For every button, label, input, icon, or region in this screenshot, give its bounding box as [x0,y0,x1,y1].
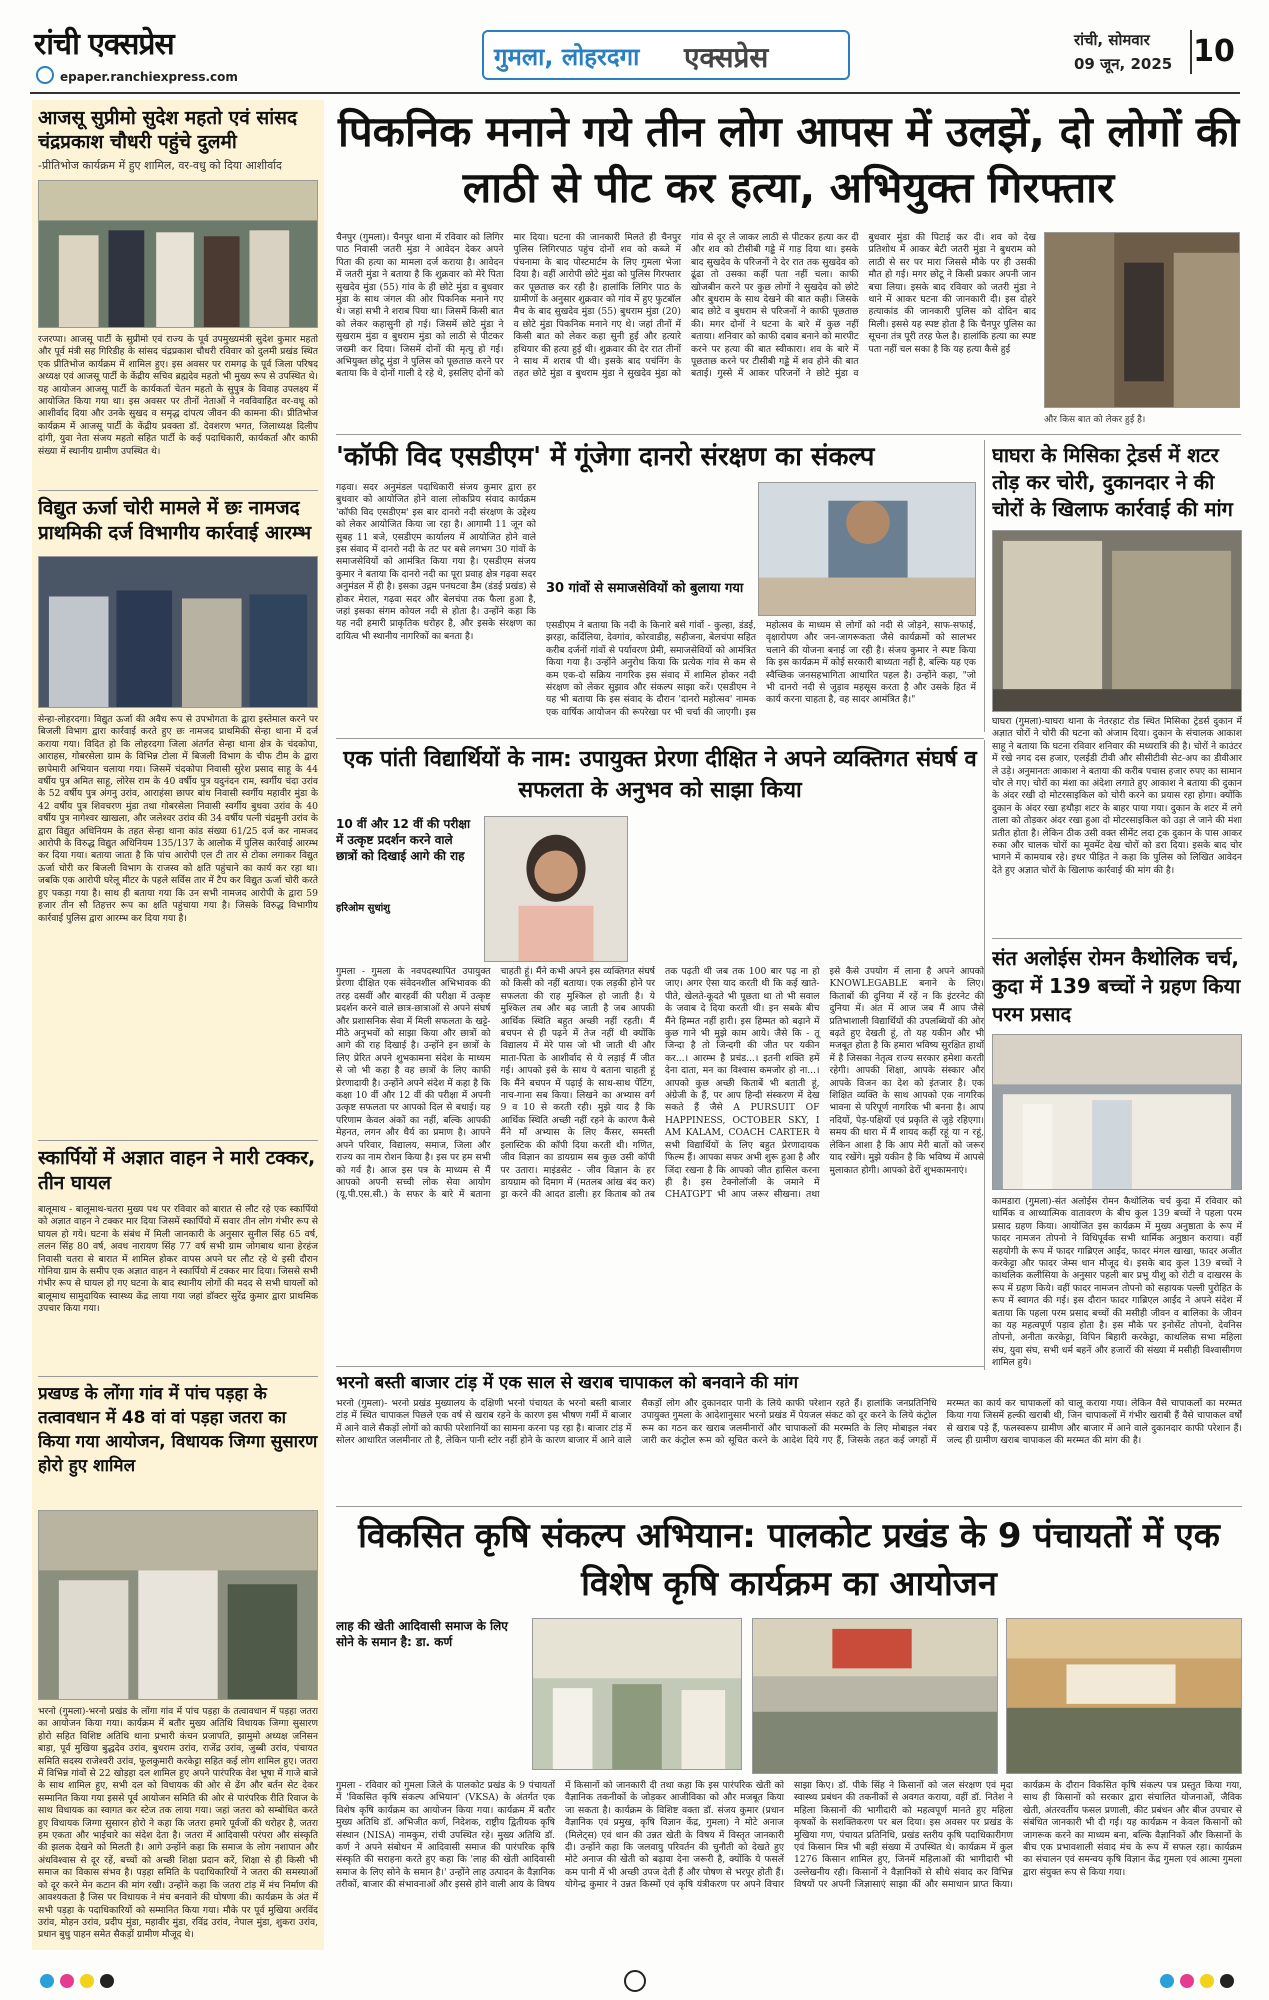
print-color-bar [0,1966,1269,1996]
ghaghra-photo [992,530,1242,712]
rule [984,740,985,1370]
coffee-headline: 'कॉफी विद एसडीएम' में गूंजेगा दानरो संरक्षण का संकल्प [336,442,875,472]
coffee-body-b: एसडीएम ने बताया कि नदी के किनारे बसे गांवों - कुल्हा, डंडई, झरहा, कर्दिलिया, देवगांव, कोरवाडीह, सहीजना, बेलचंपा सहित करीब दर्जनों गांवों से पर्यावरण प्रेमी, समाजसेवियों को आमंत्रित किया गया है। उन्होंने अनुरोध किया कि प्रत्येक गांव से कम से कम एक-दो सक्रिय नागरिक इस संवाद में शामिल होकर नदी संरक्षण को लेकर सुझाव और संकल्प साझा करें। एसडीएम ने यह भी बताया कि इस संवाद के दौरान 'दानरो महोत्सव' नामक एक वार्षिक आयोजन की रूपरेखा पर भी चर्चा की जाएगी। इस महोत्सव के माध्यम से लोगों को नदी से जोड़ने, साफ-सफाई, वृक्षारोपण और जन-जागरूकता जैसे कार्यक्रमों को सालभर चलाने की योजना बनाई जा रही है। संजय कुमार ने स्पष्ट किया कि इस कार्यक्रम में कोई सरकारी बाध्यता नहीं है, बल्कि यह एक स्वैच्छिक जनसहभागिता आधारित पहल है। उन्होंने कहा, "जो भी दानरो नदी से जुड़ाव महसूस करता है और उसके हित में कार्य करना चाहता है, वह सादर आमंत्रित है।" [546,620,976,718]
rule [38,1140,318,1141]
s4-photo [38,1510,318,1700]
globe-icon [36,66,54,84]
ghaghra-headline: घाघरा के मिसिका ट्रेडर्स में शटर तोड़ कर चोरी, दुकानदार ने की चोरों के खिलाफ कार्रवाई की मांग [992,443,1233,521]
s2-headline: विद्युत ऊर्जा चोरी मामले में छः नामजद प्राथमिकी दर्ज विभागीय कार्रवाई आरम्भ [38,497,312,544]
rule [336,1506,1242,1507]
coffee-photo [758,482,976,616]
section-banner [482,30,850,80]
masthead [0,0,1269,88]
s1-photo [38,180,318,328]
rule [984,440,985,732]
coffee-body-a: गढ़वा। सदर अनुमंडल पदाधिकारी संजय कुमार द्वारा हर बुधवार को आयोजित होने वाला लोकप्रिय संवाद कार्यक्रम 'कॉफी विद एसडीएम' इस बार दानरो नदी संरक्षण के उद्देश्य को लेकर आयोजित किया जा रहा है। आगामी 11 जून को सुबह 11 बजे, एसडीएम कार्यालय में आयोजित होने वाले इस संवाद में दानरो नदी के तट पर बसे लगभग 30 गांवों के समाजसेवियों को आमंत्रित किया गया है। एसडीएम संजय कुमार ने बताया कि दानरो नदी का पूरा प्रवाह क्षेत्र गढ़वा सदर अनुमंडल में ही है। इसका उद्गम पनघटवा डैम (डंडई प्रखंड) से होकर मेराल, गढ़वा सदर और बेलचंपा तक फैला हुआ है, जहां इसका संगम कोयल नदी से होता है। उन्होंने कहा कि यह नदी हमारी प्राकृतिक धरोहर है, और इसके संरक्षण का दायित्व भी स्थानीय नागरिकों का बनता है। [336,482,536,642]
rule [336,738,984,739]
rule [336,1366,984,1367]
s1-subhead: -प्रीतिभोज कार्यक्रम में हुए शामिल, वर-वधु को दिया आशीर्वाद [38,159,282,172]
rule [38,1376,318,1377]
paper-logo: रांची एक्सप्रेस [34,27,174,62]
s4-body: भरनो (गुमला)-भरनो प्रखंड के लोंगा गांव में पांच पड़हा के तत्वावधान में पड़हा जतरा का आयोजन किया गया। कार्यक्रम में बतौर मुख्य अतिथि विधायक जिग्गा सुसारण होरो सहित विशिष्ट अतिथि थाना प्रभारी कंचन प्रजापति, झामुमो अध्यक्ष जनिसन बाड़ा, पूर्व मुखिया बुद्धदेव उरांव, बुधराम उरांव, राजेंद्र उरांव, जुब्बी उरांव, पंचायत समिति सदस्य राजेश्वरी उरांव, फूलकुमारी करकेट्टा सहित कई लोग शामिल हुए। जतरा में विभिन्न गांवों से 22 खोड़हा दल शामिल हुए अपने पारंपरिक वेश भूषा में गाजे बाजे के साथ शामिल हुए, सभी दल को विधायक की ओर से ढेंग और बर्तन सेट देकर सम्मानित किया गया इससे पूर्व आयोजन समिति की ओर से पारंपरिक रीति रिवाज के साथ विधायक का स्वागत कर स्टेज तक लाया गया। जहां जतरा को सम्बोधित करते हुए विधायक जिग्गा सुसारन होरो ने कहा कि जतरा हमारे पूर्वजों की धरोहर है, जतरा हम एकता और भाईचारे का संदेश देता है। जतरा में आदिवासी परंपरा और संस्कृति की झलक देखने को मिलती है। आगे उन्होंने कहा कि समाज के लोग नशापान और अंधविश्वास से दूर रहें, बच्चों को अच्छी शिक्षा प्रदान करें, शिक्षा से ही किसी भी समाज का विकास संभव है। पड़हा समिति के पदाधिकारियों ने जतरा की समस्याओं को दूर करने मेन कटान की मांग रखी। उन्होंने कहा कि जतरा टांड़ में मंच निर्माण की आवश्यकता है जिस पर विधायक ने मंच बनवाने की घोषणा की। कार्यक्रम के अंत में सभी पड़हा के पदाधिकारियों को सम्मानित किया गया। मौके पर पूर्व मुखिया अरविंद उरांव, मोहन उरांव, प्रदीप मुंडा, महावीर मुंडा, रविंद्र उरांव, नेपाल मुंडा, शुकरा उरांव, प्रधान बुधु पाहन समेत सैकड़ों ग्रामीण मौजूद थे। [38,1706,318,1941]
masthead-rule [30,92,1240,94]
krishi-body: गुमला - रविवार को गुमला जिले के पालकोट प्रखंड के 9 पंचायतों में 'विकसित कृषि संकल्प अभियान' (VKSA) के अंतर्गत एक विशेष कृषि कार्यक्रम का आयोजन किया गया। कार्यक्रम में बतौर मुख्य अतिथि डॉ. अभिजीत कर्ण, निदेशक, राष्ट्रीय द्वितीयक कृषि संस्थान (NISA) नामकुम, रांची उपस्थित रहे। मुख्य अतिथि डॉ. कर्ण ने अपने संबोधन में आदिवासी समाज की पारंपरिक कृषि संस्कृति की सराहना करते हुए कहा कि 'लाह की खेती आदिवासी समाज के लिए सोने के समान है।' उन्होंने लाह उत्पादन के वैज्ञानिक तरीकों, बाजार की संभावनाओं और इससे होने वाली आय के विषय में किसानों को जानकारी दी तथा कहा कि इस पारंपरिक खेती को वैज्ञानिक तकनीकों के जोड़कर आजीविका को और मजबूत किया जा सकता है। कार्यक्रम के विशिष्ट वक्ता डॉ. संजय कुमार (प्रधान वैज्ञानिक एवं प्रमुख, कृषि विज्ञान केंद्र, गुमला) ने मोटे अनाज (मिलेट्स) एवं धान की उन्नत खेती के विषय में विस्तृत जानकारी दी। उन्होंने कहा कि जलवायु परिवर्तन की चुनौती को देखते हुए मोटे अनाज की खेती को बढ़ावा देना जरूरी है, क्योंकि ये फसलें कम पानी में भी अच्छी उपज देती हैं और पोषण से भरपूर होती हैं। योगेन्द्र कुमार ने उन्नत किस्मों एवं कृषि यंत्रीकरण पर अपने विचार साझा किए। डॉ. पीके सिंह ने किसानों को जल संरक्षण एवं मृदा स्वास्थ्य प्रबंधन की तकनीकों से अवगत कराया, वहीं डॉ. नितेश ने महिला किसानों की भागीदारी को महत्वपूर्ण मानते हुए महिला कृषकों के सशक्तिकरण पर बल दिया। इस अवसर पर प्रखंड के मुखिया गण, पंचायत प्रतिनिधि, प्रखंड स्तरीय कृषि पदाधिकारीगण एवं किसान मित्र भी बड़ी संख्या में उपस्थित थे। कार्यक्रम में कुल 1276 किसान शामिल हुए, जिनमें महिलाओं की भागीदारी भी उल्लेखनीय रही। किसानों ने वैज्ञानिकों से सीधे संवाद कर विभिन्न विषयों पर अपनी जिज्ञासाएं साझा कीं और समाधान प्राप्त किया। कार्यक्रम के दौरान विकसित कृषि संकल्प पत्र प्रस्तुत किया गया, साथ ही किसानों को सरकार द्वारा संचालित योजनाओं, जैविक खेती, अंतरवर्तीय फसल प्रणाली, कीट प्रबंधन और बीज उपचार से संबंधित जानकारी भी दी गई। यह कार्यक्रम न केवल किसानों को जागरूक करने का माध्यम बना, बल्कि वैज्ञानिकों और किसानों के बीच एक प्रभावशाली संवाद मंच के रूप में सफल रहा। कार्यक्रम का संचालन एवं समन्वय कृषि विज्ञान केंद्र गुमला एवं आत्मा गुमला द्वारा संयुक्त रूप से किया गया। [336,1780,1242,1891]
lead-headline: पिकनिक मनाने गये तीन लोग आपस में उलझें, दो लोगों की लाठी से पीट कर हत्या, अभियुक्त गिरफ्तार [337,107,1240,212]
coffee-subhead: 30 गांवों से समाजसेवियों को बुलाया गया [546,581,744,596]
students-photo [484,816,628,962]
ghaghra-body: घाघरा (गुमला)-घाघरा थाना के नेतरहाट रोड स्थित मिसिका ट्रेडर्स दुकान में अज्ञात चोरों ने चोरी की घटना को अंजाम दिया। दुकान के संचालक आकाश साहू ने बताया कि घटना रविवार शनिवार की मध्यरात्रि की है। चोरों ने काउंटर में रखे नगद दस हजार, एलईडी टीवी और सीसीटीवी सेट-अप का डीवीआर ले उड़े। अनुमानतः आकाश ने बताया की करीब पचास हजार रुपए का सामान चोर ले गए। चोरों का मंशा का अंदेशा लगाते हुए आकाश ने बताया की दुकान के अंदर रखी दो मोटरसाइकिल को चोरी करने का प्रयास रहा होगा। क्योंकि दुकान के अंदर रखा हथौड़ा शटर के बाहर पाया गया। दुकान के शटर में लगे ताला को तोड़कर अंदर रखा हुआ दो मोटरसाइकिल को उड़ा ले जाने की मंशा प्रतीत होता है। लेकिन ठीक उसी वक्त सीमेंट लदा ट्रक दुकान के पास आकर रुका और चालक चोरों का मूवमेंट देख चोरों को डरा दिया। इसके बाद चोर भागने में कामयाब रहे। इधर पीड़ित ने कहा कि पुलिस को लिखित आवेदन देते हुए अज्ञात चोरों के खिलाफ कार्रवाई की मांग की है। [992,716,1242,876]
page-number: 10 [1190,30,1236,74]
s1-headline: आजसू सुप्रीमो सुदेश महतो एवं सांसद चंद्रप्रकाश चौधरी पहुंचे दुलमी [38,107,298,153]
krishi-sidebar-head: लाह की खेती आदिवासी समाज के लिए सोने के समान है: डा. कर्ण [336,1619,508,1649]
krishi-headline: विकसित कृषि संकल्प अभियान: पालकोट प्रखंड के 9 पंचायतों में एक विशेष कृषि कार्यक्रम का आयोजन [358,1516,1220,1604]
church-headline: संत अलोईस रोमन कैथोलिक चर्च, कुदा में 139 बच्चों ने ग्रहण किया परम प्रसाद [992,946,1241,1026]
students-headline: एक पांती विद्यार्थियों के नाम: उपायुक्त प्रेरणा दीक्षित ने अपने व्यक्तिगत संघर्ष व सफलता के अनुभव को साझा किया [343,747,977,803]
issue-date: 09 जून, 2025 [1074,55,1173,73]
students-byline: हरिओम सुधांशु [336,903,390,914]
bharno-headline: भरनो बस्ती बाजार टांड़ में एक साल से खराब चापाकल को बनवाने की मांग [336,1373,799,1393]
krishi-photo-a [532,1618,742,1770]
lead-body: चैनपुर (गुमला)। चैनपुर थाना में रविवार को लिगिर पाठ निवासी जतरी मुंडा ने आवेदन देकर अपने पिता की हत्या का मामला दर्ज कराया है। आवेदन में जतरी मुंडा ने बताया है कि शुक्रवार को मेरे पिता सुखदेव मुंडा (55) गांव के ही छोटे मुंडा व बुधवार मुंडा के साथ जंगल की ओर पिकनिक मनाने गए थे। जहां सभी ने शराब पिया था। जिसमें किसी बात को लेकर कहासुनी हो गई। जिसमें छोटे मुंडा ने सुखराम मुंडा व बुधराम मुंडा को लाठी से पीटकर जख्मी कर दिया। जिसमें दोनों की मृत्यु हो गई। अभियुक्त छोटू मुंडा ने पुलिस को पूछताछ करने पर बताया कि वे दोनों गाली दे रहे थे, इसलिए दोनों को मार दिया। घटना की जानकारी मिलते ही चैनपुर पुलिस लिगिरपाठ पहुंच दोनों शव को कब्जे में पंचनामा के बाद पोस्टमार्टम के लिए गुमला भेजा दिया है। वहीं आरोपी छोटे मुंडा को पुलिस गिरफ्तार कर पूछताछ कर रही है। हालांकि लिगिर पाठ के ग्रामीणों के अनुसार शुक्रवार को गांव में हुए फुटबॉल मैच के बाद सुखदेव मुंडा (55) बुधराम मुंडा (20) व छोटे मुंडा पिकनिक मनाने गए थे। जहां तीनों में किसी बात को लेकर कहा सुनी हुई और हत्यारे हथियार की हत्या हुई थी। शुक्रवार की देर रात तीनों ने साथ में शराब पी थी। इसके बाद पचंनिंग के तहत छोटे मुंडा व बुधराम मुंडा ने सुखदेव मुंडा को गांव से दूर ले जाकर लाठी से पीटकर हत्या कर दी और शव को टीसीबी गड्ढे में गाड़ दिया था। इसके बाद सुखदेव के परिजनों ने देर रात तक सुखदेव को ढूंढा तो उसका कहीं पता नहीं चला। काफी खोजबीन करने पर कुछ लोगों ने सुखदेव को छोटे और बुधराम के साथ देखने की बात कही। जिसके बाद छोटे व बुधराम से परिजनों ने काफी पूछताछ की। मगर दोनों ने घटना के बारे में कुछ नहीं बताया। शनिवार को काफी दबाव बनाने को मारपीट करने पर हत्या की बात स्वीकारा। शव के बारे में पूछताछ करने पर टीसीबी गड्ढे में शव होने की बात बताई। गुस्से में आकर परिजनों ने छोटे मुंडा व बुधवार मुंडा की पिटाई कर दी। शव को देख प्रतिशोध में आकर बेटी जतरी मुंडा ने बुधराम को लाठी से सर पर मारा जिससे मौके पर ही उसकी मौत हो गई। मगर छोटू ने किसी प्रकार अपनी जान बचा लिया। इसके बाद रविवार को जतरी मुंडा ने थाने में आकर घटना की जानकारी दी। इस दोहरे हत्याकांड की जानकारी पुलिस को दोदिन बाद मिली। इससे यह स्पष्ट होता है कि चैनपुर पुलिस का सूचना तंत्र पूरी तरह फेल है। हालांकि हत्या का स्पष्ट पता नहीं चल सका है कि यह हत्या कैसे हुई [336,232,1036,380]
church-photo [992,1034,1242,1190]
lead-photo-caption: और किस बात को लेकर हुई है। [1044,415,1146,425]
lead-photo [1044,232,1240,408]
rule [992,938,1242,939]
bharno-body: भरनो (गुमला)- भरनो प्रखंड मुख्यालय के दक्षिणी भरनो पंचायत के भरनो बस्ती बाजार टांड़ में स्थित चापाकल पिछले एक वर्ष से खराब रहने के कारण इस भीषण गर्मी में बाजार में आने वाले सैकड़ों लोगों को काफी परेशानियों का सामना करना पड़ रहा है। बाजार टांड़ में सोलर आधारित जलमीनार तो है, लेकिन पानी स्टोर नहीं होने के कारण बाजार में आने वाले सैकड़ों लोग और दुकानदार पानी के लिये काफी परेशान रहते हैं। हालांकि जनप्रतिनिधि उपायुक्त गुमला के आदेशानुसार भरनो प्रखंड में पेयजल संकट को दूर करने के लिये कंट्रोल रूम का गठन कर खराब जलमीनारों और चापाकलों की मरम्मति के लिए मोबाइल नंबर जारी कर कंट्रोल रूम को सूचित करने के आदेश दिये गए हैं, जिसके तहत कई जगहों में मरम्मत का कार्य कर चापाकलों को चालू कराया गया। लेकिन वैसे चापाकलों का मरम्मत किया गया जिसमें हल्की खराबी थी, जिन चापाकलों में गंभीर खराबी हैं वैसे चापाकल वर्षों से खराब पड़े हैं, फलस्वरूप ग्रामीण और बाजार में आने वाले दुकानदार काफी परेशान हैं। जल्द ही ग्रामीण खराब चापाकल की मरम्मत की मांग की है। [336,1398,1242,1447]
rule [336,434,1241,435]
section-place: गुमला, लोहरदगा [494,43,640,71]
left-sidebar [32,100,324,1950]
s2-body: सेन्हा-लोहरदगा। विद्युत ऊर्जा की अवैध रूप से उपभोगता के द्वारा इस्तेमाल करने पर बिजली विभाग द्वारा कार्रवाई करते हुए छः नामजद प्राथमिकी सेन्हा थाना में दर्ज कराया गया। विदित हो कि लोहरदगा जिला अंतर्गत सेन्हा थाना क्षेत्र के चंदकोपा, आराहस, गोबरसेला ग्राम के विभिन्न टोला में बिजली विभाग के चीफ टीम के द्वारा छापेमारी अभियान चलाया गया। जिसमें चंदकोपा निवासी सुरेश प्रसाद साहू के 44 वर्षीय पुत्र अमित साहू, लोरेस राम के 40 वर्षीय पुत्र यदुनंदन राम, स्वर्गीय चंदा उरांव के 52 वर्षीय पुत्र अंगनु उरांव, आराहंसा छापर बांध निवासी स्वर्गीय महावीर मुंडा के 42 वर्षीय पुत्र शिवचरण मुंडा तथा गोबरसेला निवासी स्वर्गीय बुधवा उरांव के 40 वर्षीय पुत्र नागेश्वर खाखला, और जलेश्वर उरांव की 34 वर्षीय पत्नी चंद्रमुनी उरांव के द्वारा विद्युत अधिनियम के तहत सेन्हा थाना कांड संख्या 61/25 दर्ज कर नामजद आरोपी के विरुद्ध विद्युत अधिनियम 135/137 के आलोक में पुलिस कार्रवाई आरम्भ कर दिया गया। बताया जाता है कि पांच आरोपी एल टी तार से टोका लगाकर विद्युत ऊर्जा चोरी कर बिजली विभाग के राजस्व को क्षति पहुंचाने का कार्य कर रहा था। जबकि एक आरोपी घरेलू मीटर के पहले सर्विस तार में टैप कर विद्युत ऊर्जा चोरी करते हुए पकड़ा गया है। साथ ही बताया गया कि उन सभी नामजद आरोपी के द्वारा 59 हजार तीन सौ तिहत्तर रूप का क्षति पहुंचाया गया है। जिसके विरुद्ध विभागीय कार्रवाई पुलिस द्वारा आरम्भ कर दिया गया है। [38,714,318,924]
s4-headline: प्रखण्ड के लोंगा गांव में पांच पड़हा के तत्वावधान में 48 वां वां पड़हा जतरा का किया गया आयोजन, विधायक जिग्गा सुसारण होरो हुए शामिल [38,1384,318,1476]
s1-body: रजरप्पा। आजसू पार्टी के सुप्रीमो एवं राज्य के पूर्व उपमुख्यमंत्री सुदेश कुमार महतो और पूर्व मंत्री सह गिरिडीह के सांसद चंद्रप्रकाश चौधरी रविवार को दुलमी प्रखंड स्थित एक प्रीतिभोज कार्यक्रम में शामिल हुए। इस अवसर पर रामगढ़ के पूर्व जिला परिषद अध्यक्ष एवं आजसू पार्टी के केंद्रीय सचिव ब्रह्मदेव महतो भी मुख्य रूप से उपस्थित थे। यह आयोजन आजसू पार्टी के कार्यकर्ता चेतन महतो के सुपुत्र के विवाह उपलक्ष्य में आयोजित किया गया था। इस अवसर पर तीनों नेताओं ने नवविवाहित वर-वधू को आशीर्वाद दिया और उनके सुखद व समृद्ध दांपत्य जीवन की कामना की। प्रीतिभोज कार्यक्रम में आजसू पार्टी के केंद्रीय प्रवक्ता डॉ. देवशरण भगत, जिलाध्यक्ष दिलीप दांगी, युवा नेता संजय महतो सहित पार्टी के कई पदाधिकारी, कार्यकर्ता और काफी संख्या में स्थानीय ग्रामीण उपस्थित थे। [38,334,318,457]
city-day: रांची, सोमवार [1074,31,1150,49]
epaper-url[interactable]: epaper.ranchiexpress.com [60,70,238,84]
section-name: एक्सप्रेस [684,41,769,74]
church-body: कामडारा (गुमला)-संत अलोईस रोमन कैथोलिक चर्च कुदा में रविवार को धार्मिक व आध्यात्मिक वातावरण के बीच कुल 139 बच्चों ने पहला परम प्रसाद ग्रहण किया। आयोजित इस कार्यक्रम में मुख्य अनुष्ठाता के रूप में फादर नामजन तोपनो ने विधिपूर्वक सभी धार्मिक अनुष्ठान कराया। वहीं सहयोगी के रूप में फादर गाब्रिएल आईंद, फादर मंगल खाखा, फादर अजीत करकेट्टा और फादर जेम्स धान मौजूद थे। इसके बाद कुल 139 बच्चों ने काथलिक कलीसिया के अनुसार पहली बार प्रभु यीशु को रोटी व दाखरस के रूप में ग्रहण किये। वहीं फादर नामजन तोपनो को सहायक पल्ली पुरोहित के रूप में स्वागत की गई। इस दौरान फादर गाब्रिएल आईंद ने अपने संदेश में बताया कि पहला परम प्रसाद बच्चों की मसीही जीवन व बालिका के जीवन का यह महत्वपूर्ण पड़ाव होता है। इस मौके पर इनोसेंट तोपनो, देवनिस तोपनो, अनीता करकेट्टा, विपिन बिहारी करकेट्टा, काथलिक सभा महिला संघ, युवा संघ, सभी धर्म बहनें और हजारों की संख्या में मसीही विश्वासीगण शामिल हुये। [992,1196,1242,1369]
s3-headline: स्कार्पियों में अज्ञात वाहन ने मारी टक्कर, तीन घायल [38,1147,316,1194]
s2-photo [38,556,318,708]
rule [38,490,318,491]
students-body: गुमला - गुमला के नवपदस्थापित उपायुक्त प्रेरणा दीक्षित एक संवेदनशील अभिभावक की तरह दसवीं और बारहवीं की परीक्षा में उत्कृष्ट प्रदर्शन करने वाले छात्र-छात्राओं से अपने संघर्ष और प्रशासनिक सेवा में मिली सफलता के खट्टे-मीठे अनुभवों को साझा किया और छात्रों को आगे की राह दिखाई है। उन्होंने इन छात्रों के लिए प्रेरित अपने शुभकामना संदेश के माध्यम से जो भी कहा है वह छात्रों के लिए काफी प्रेरणादायी है। उन्होंने अपने संदेश में कहा है कि कक्षा 10 वीं और 12 वीं की परीक्षा में अपनी उत्कृष्ट सफलता पर आपको दिल से बधाई। यह परिणाम केवल अंकों का नहीं, बल्कि आपकी मेहनत, लगन और धैर्य का प्रमाण है। आपने अपने परिवार, विद्यालय, समाज, जिला और राज्य का नाम रोशन किया है। इस पर हम सभी को गर्व है। आज इस पत्र के माध्यम से मैं आपको अपनी सच्ची लोक सेवा आयोग (यू.पी.एस.सी.) के सफर के बारे में बताना चाहती हूं। मैंने कभी अपने इस व्यक्तिगत संघर्ष को किसी को नहीं बताया। एक लड़की होने पर सफलता की राह मुश्किल हो जाती है। ये मुश्किल तब और बढ़ जाती है जब आपकी आर्थिक स्थिति बहुत अच्छी नहीं रहती। मैं बचपन से ही पढ़ने में तेज नहीं थी क्योंकि विद्यालय में मेरे पास जो भी जाती थी और माता-पिता के आशीर्वाद से ये लड़ाई मैं जीत गई। आपको इसे के साथ ये बताना चाहती हूं कि मैंने बचपन में पढ़ाई के साथ-साथ पेंटिंग, नाच-गाना सब किया। लिखने का अभ्यास वर्ग 9 व 10 से करती रही। मुझे याद है कि आर्थिक स्थिति अच्छी नहीं रहने के कारण कैसे मैंने माँ अभ्यास के लिए कैंसर, समस्ती इलास्टिक की कॉपी दिया करती थी। गणित, जीव विज्ञान का डायग्राम सब कुछ उसी कॉपी पर उतारा। माइंडसेट - जीव विज्ञान के हर डायग्राम को दिमाग में (मतलब आंख बंद कर) ड्रा करने की आदत डाली। हर किताब को तब तक पढ़ती थी जब तक 100 बार पढ़ ना हो जाए। अगर ऐसा याद करती थी कि कई खाते-पीते, खेलते-कूदते भी पूछता था तो भी सवाल के जवाब दे दिया करती थी। इन सबके बीच मैंने हिम्मत नहीं हारी। इस हिम्मत को बढ़ाने में कुछ गाने भी मुझे काम आये। जैसे कि - तू जिन्दा है तो जिन्दगी की जीत पर यकीन कर...। आरम्भ है प्रचंड...। इतनी शक्ति हमें देना दाता, मन का विश्वास कमजोर हो ना...। आपको कुछ अच्छी किताबें भी बताती हूं, अंग्रेजी के हैं, पर आप हिन्दी संस्करण में देख सकते हैं जैसे A PURSUIT OF HAPPINESS, OCTOBER SKY, I AM KALAM, COACH CARTER ये सभी विद्यार्थियों के लिए बहुत प्रेरणादायक फिल्म हैं। आपका सफर अभी शुरू हुआ है और जिंदा रखना है कि आपको जीत हासिल करना ही है। इस टेक्नोलॉजी के जमाने में CHATGPT भी आप जरूर सीखना। तथा इसे कैसे उपयोग में लाना है अपने आपको KNOWLEGABLE बनाने के लिए। किताबों की दुनिया में रहें न कि इंटरनेट की दुनिया में। अंत में आज जब मैं आप जैसे प्रतिभाशाली विद्यार्थियों की उपलब्धियों की ओर बढ़ते हुए देखती हूं, तो यह यकीन और भी मजबूत होता है कि हमारा भविष्य सुरक्षित हाथों में है जिसका नेतृत्व राज्य सरकार हमेशा करती रहेगी। आपकी शिक्षा, आपके संस्कार और आपके विजन का देश को इंतजार है। एक शिक्षित व्यक्ति के साथ आपको एक नागरिक भावना से परिपूर्ण नागरिक भी बनना है। आप नदियों, पेड़-पक्षियों एवं प्रकृति से जुड़े रहिएगा। समय की धारा में मैं शायद कहीं रहूं या न रहूं, लेकिन आशा है कि आप मेरी बातों को जरूर याद रखेंगे। मुझे यकीन है कि भविष्य में आपसे मुलाकात होगी। आपको ढेरों शुभकामनाएं। [336,966,984,1201]
register-mark-icon [624,1970,646,1992]
krishi-photo-c [1006,1618,1242,1774]
s3-body: बालूमाथ - बालूमाथ-चतरा मुख्य पथ पर रविवार को बारात से लौट रहे एक स्कार्पियो को अज्ञात वाहन ने टक्कर मार दिया जिसमें स्कार्पियो में सवार तीन लोग गंभीर रूप से घायल हो गये। घटना के संबंध में मिली जानकारी के अनुसार सुनील सिंह 65 वर्ष, ललन सिंह 80 वर्ष, अवध नारायण सिंह 77 वर्ष सभी ग्राम जोगबाथ थाना हेरहंज निवासी चतरा से बारात में शामिल होकर वापस अपने घर लौट रहे थे इसी दौरान गोनिया ग्राम के समीप एक अज्ञात वाहन ने स्कार्पियो में टक्कर मार दिया। जिससे सभी गंभीर रूप से घायल हो गए घटना के बाद स्थानीय लोगों की मदद से सभी घायलों को बालूमाथ सामुदायिक स्वास्थ्य केंद्र लाया गया जहां डॉक्टर सुरेंद्र कुमार द्वारा प्राथमिक उपचार किया गया। [38,1204,318,1315]
students-sidebar-head: 10 वीं और 12 वीं की परीक्षा में उत्कृष्ट प्रदर्शन करने वाले छात्रों को दिखाई आगे की राह [336,817,471,863]
krishi-photo-b [752,1618,998,1774]
